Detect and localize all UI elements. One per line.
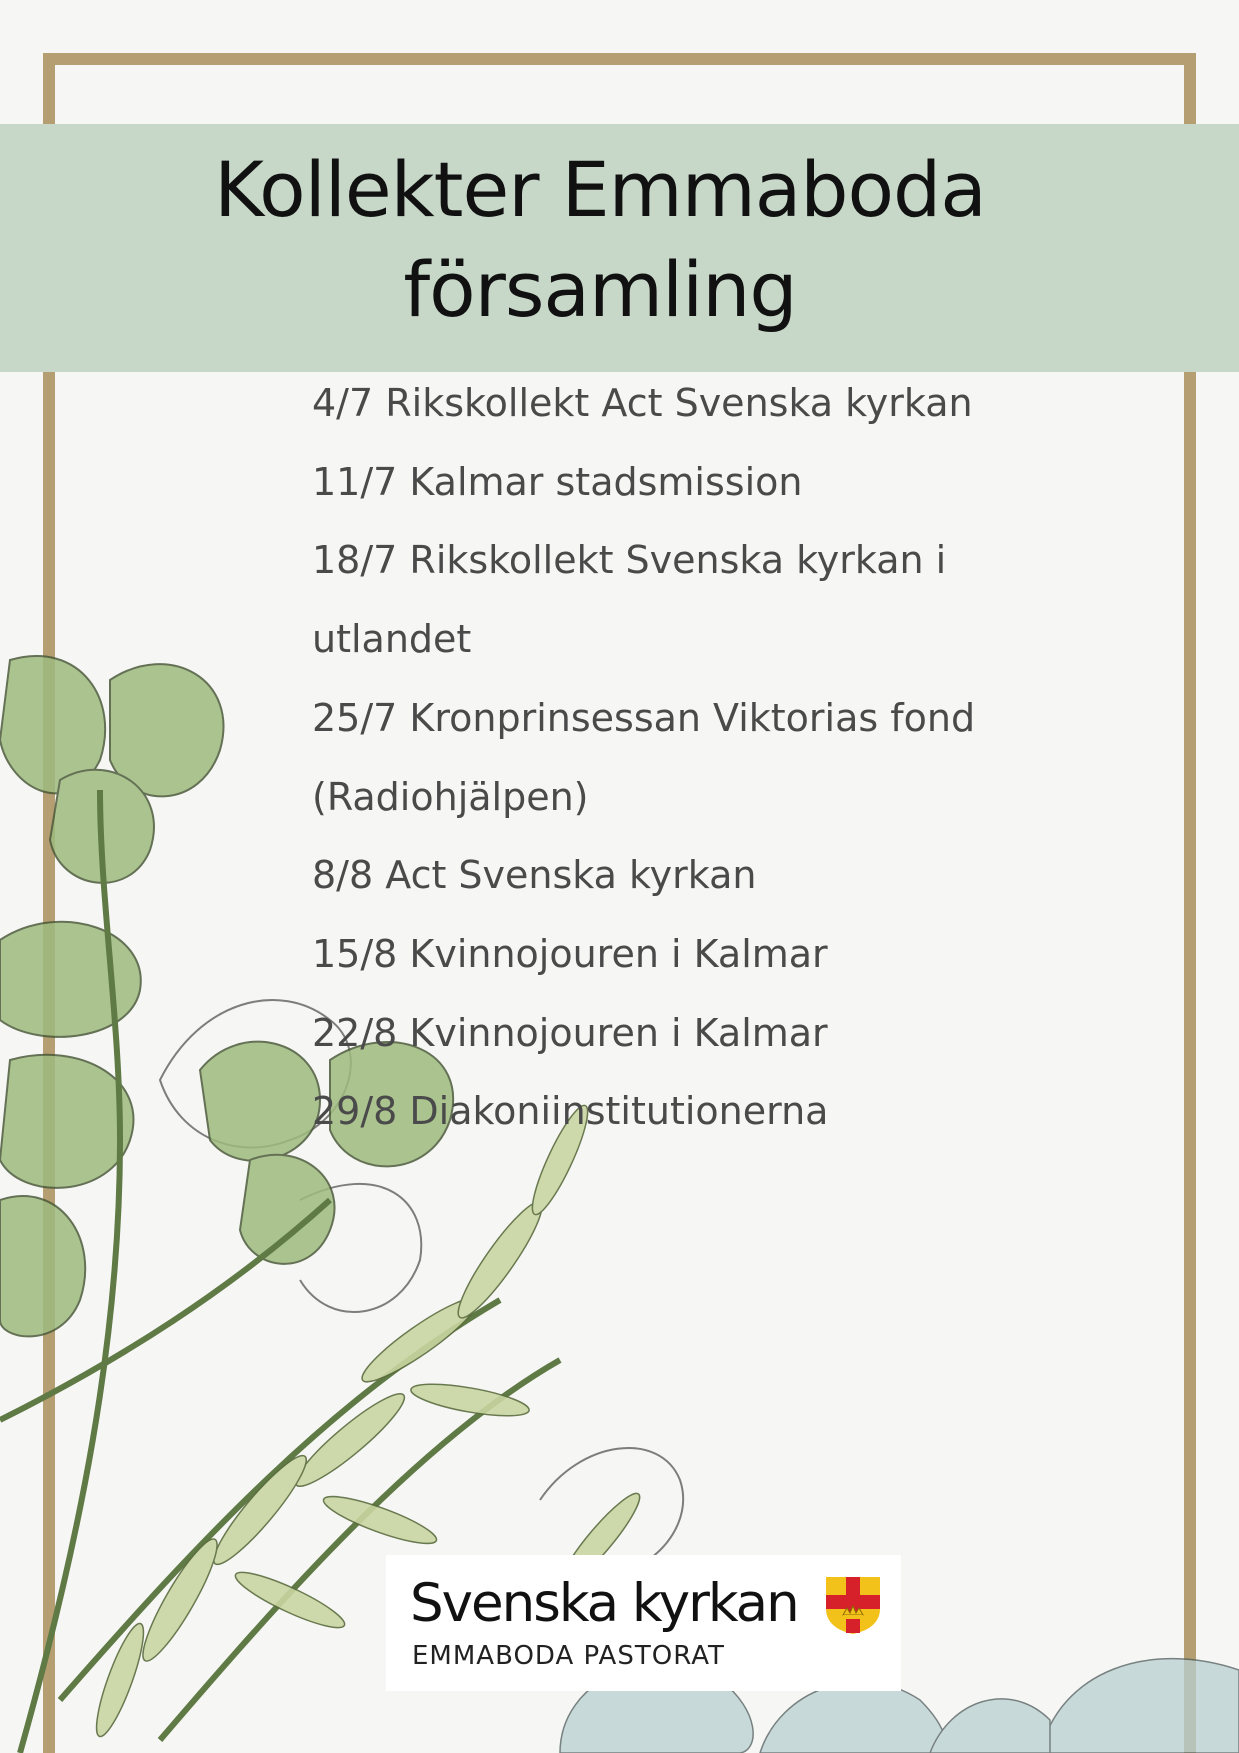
church-shield-icon	[824, 1575, 882, 1635]
logo-subtitle: EMMABODA PASTORAT	[412, 1641, 725, 1671]
collection-list	[312, 364, 1032, 1151]
list-item: (Radiohjälpen)	[312, 774, 589, 819]
list-item: 15/8 Kvinnojouren i Kalmar	[312, 931, 828, 976]
list-item: 11/7 Kalmar stadsmission	[312, 459, 803, 504]
title-line-2: församling	[403, 245, 797, 334]
logo	[386, 1555, 901, 1691]
list-item: 8/8 Act Svenska kyrkan	[312, 853, 757, 898]
title-line-1: Kollekter Emmaboda	[214, 145, 986, 234]
list-item: 22/8 Kvinnojouren i Kalmar	[312, 1010, 828, 1055]
logo-name: Svenska kyrkan	[410, 1573, 798, 1634]
list-item: 25/7 Kronprinsessan Viktorias fond	[312, 695, 976, 740]
list-item: 29/8 Diakoniinstitutionerna	[312, 1089, 829, 1134]
list-item: utlandet	[312, 617, 472, 662]
page-title	[140, 140, 1060, 340]
list-item: 18/7 Rikskollekt Svenska kyrkan i	[312, 538, 947, 583]
list-item: 4/7 Rikskollekt Act Svenska kyrkan	[312, 381, 973, 425]
